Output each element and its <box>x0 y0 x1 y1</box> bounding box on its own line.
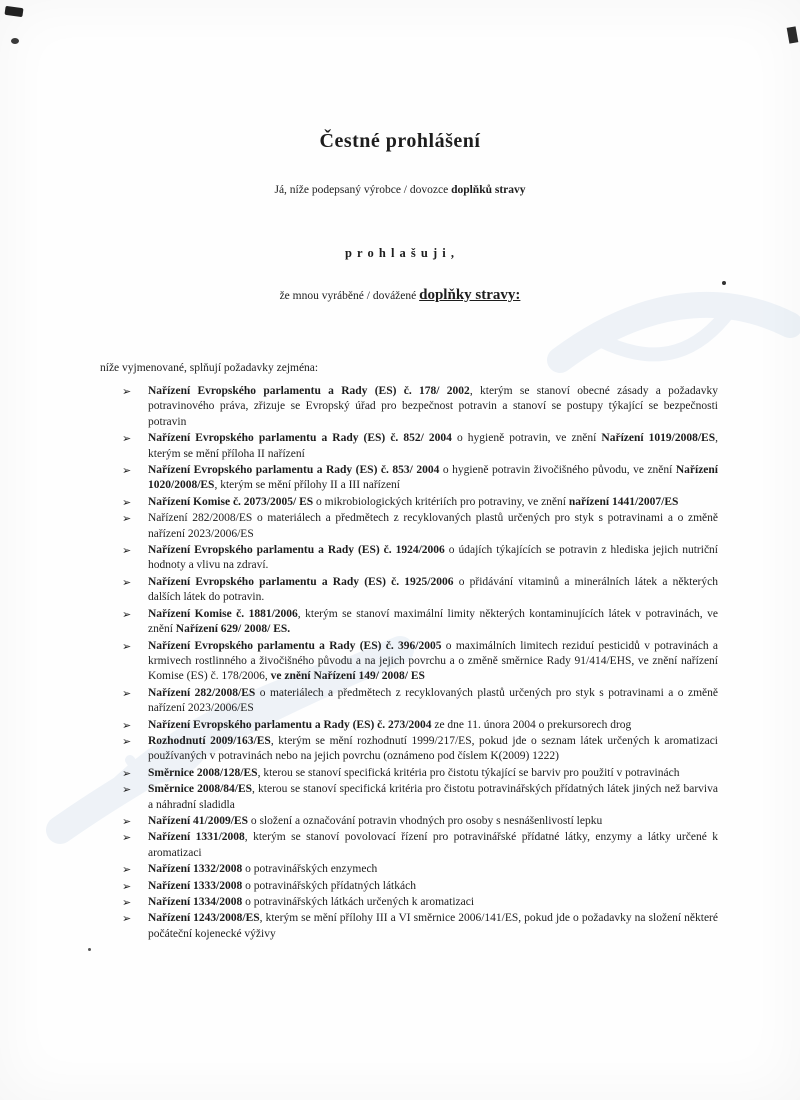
subject-line <box>0 287 800 304</box>
regulation-text: Nařízení Komise č. 1881/2006, kterým se stanoví maximální limity některých kontaminujících látek v potravinách, ve znění Nařízení 629/ 2008/ ES. <box>148 607 718 636</box>
list-item <box>120 862 718 877</box>
regulation-text: Nařízení Evropského parlamentu a Rady (ES) č. 273/2004 ze dne 11. února 2004 o prekursorech drog <box>148 718 632 731</box>
scan-artifact <box>4 6 23 17</box>
list-item <box>120 511 718 542</box>
regulation-text: Nařízení 1333/2008 o potravinářských přídatných látkách <box>148 879 416 892</box>
arrow-bullet-icon: ➢ <box>122 432 132 446</box>
arrow-bullet-icon: ➢ <box>122 718 132 732</box>
list-item <box>120 686 718 717</box>
scan-artifact <box>787 26 799 43</box>
scan-artifact <box>722 281 726 285</box>
declaration-word: p r o h l a š u j i , <box>344 246 456 260</box>
arrow-bullet-icon: ➢ <box>122 686 132 700</box>
arrow-bullet-icon: ➢ <box>122 831 132 845</box>
regulation-text: Směrnice 2008/84/ES, kterou se stanoví specifická kritéria pro čistotu potravinářských přídatných látek jiných než barviva a náhradní sladidla <box>148 783 718 811</box>
list-item <box>120 495 718 510</box>
regulation-text: Nařízení 1243/2008/ES, kterým se mění přílohy III a VI směrnice 2006/141/ES, pokud jde o požadavky na složení některé počáteční kojenecké výživy <box>148 912 718 940</box>
regulation-text: Nařízení Evropského parlamentu a Rady (ES) č. 396/2005 o maximálních limitech reziduí pesticidů v potravinách a krmivech rostlinného a živočišného původu a na jejich povrchu a o změně směrnice Rady 91/414/EHS, ve znění nařízení Komise (ES) č. 178/2006, ve znění Nařízení 149/ 2008/ ES <box>148 639 718 683</box>
arrow-bullet-icon: ➢ <box>122 385 132 398</box>
regulation-text: Nařízení Evropského parlamentu a Rady (ES) č. 1925/2006 o přidávání vitaminů a minerálních látek a některých dalších látek do potravin. <box>148 575 718 604</box>
regulation-text: Nařízení 282/2008/ES o materiálech a předmětech z recyklovaných plastů určených pro styk s potravinami a o změně nařízení 2023/2006/ES <box>148 512 718 540</box>
arrow-bullet-icon: ➢ <box>122 896 132 909</box>
list-item <box>120 911 718 942</box>
arrow-bullet-icon: ➢ <box>122 863 132 877</box>
arrow-bullet-icon: ➢ <box>122 464 132 478</box>
regulation-text: Nařízení 41/2009/ES o složení a označování potravin vhodných pro osoby s nesnášenlivostí lepku <box>148 814 603 827</box>
arrow-bullet-icon: ➢ <box>122 512 132 526</box>
list-item <box>120 830 718 861</box>
arrow-bullet-icon: ➢ <box>122 495 132 509</box>
arrow-bullet-icon: ➢ <box>122 879 132 893</box>
list-item <box>120 431 718 462</box>
list-item <box>120 607 718 638</box>
regulations-list <box>120 384 718 942</box>
intro-bold-text: doplňků stravy <box>451 184 526 196</box>
regulation-text: Nařízení Evropského parlamentu a Rady (ES) č. 1924/2006 o údajích týkajících se potravin z hlediska jejich nutriční hodnoty a vlivu na zdraví. <box>148 544 718 572</box>
list-item <box>120 384 718 430</box>
list-intro: níže vyjmenované, splňují požadavky zejména: <box>100 362 319 374</box>
list-item <box>120 734 718 765</box>
arrow-bullet-icon: ➢ <box>122 766 132 780</box>
list-item <box>120 463 718 494</box>
regulation-text: Nařízení Evropského parlamentu a Rady (ES) č. 853/ 2004 o hygieně potravin živočišného původu, ve znění Nařízení 1020/2008/ES, kterým se mění přílohy II a III nařízení <box>148 464 718 492</box>
regulation-text: Nařízení 1332/2008 o potravinářských enzymech <box>148 863 378 876</box>
regulation-text: Nařízení 1331/2008, kterým se stanoví povolovací řízení pro potravinářské přídatné látky, enzymy a látky určené k aromatizaci <box>148 831 719 859</box>
arrow-bullet-icon: ➢ <box>122 912 132 926</box>
arrow-bullet-icon: ➢ <box>122 575 132 589</box>
regulation-text: Nařízení 282/2008/ES o materiálech a předmětech z recyklovaných plastů určených pro styk s potravinami a o změně nařízení 2023/2006/ES <box>148 686 718 715</box>
regulation-text: Nařízení Evropského parlamentu a Rady (ES) č. 852/ 2004 o hygieně potravin, ve znění Nařízení 1019/2008/ES, kterým se mění příloha II nařízení <box>148 432 718 460</box>
document-title: Čestné prohlášení <box>319 130 481 152</box>
list-item <box>120 718 718 733</box>
list-item <box>120 575 718 606</box>
list-item <box>120 814 718 829</box>
arrow-bullet-icon: ➢ <box>122 734 132 748</box>
arrow-bullet-icon: ➢ <box>122 639 132 653</box>
arrow-bullet-icon: ➢ <box>122 783 132 797</box>
arrow-bullet-icon: ➢ <box>122 814 132 828</box>
arrow-bullet-icon: ➢ <box>122 607 132 621</box>
list-item <box>120 766 718 781</box>
scan-artifact <box>11 38 19 44</box>
list-item <box>120 895 718 910</box>
subject-bold-text: doplňky stravy: <box>419 287 521 303</box>
list-item <box>120 543 718 574</box>
scan-artifact <box>88 948 91 951</box>
regulation-text: Nařízení Komise č. 2073/2005/ ES o mikrobiologických kritériích pro potraviny, ve znění nařízení 1441/2007/ES <box>148 495 679 508</box>
list-item <box>120 782 718 813</box>
subject-text: že mnou vyráběné / dovážené <box>279 290 420 302</box>
list-item <box>120 639 718 685</box>
list-item <box>120 879 718 894</box>
intro-line <box>0 184 800 196</box>
regulation-text: Nařízení 1334/2008 o potravinářských látkách určených k aromatizaci <box>148 896 475 908</box>
arrow-bullet-icon: ➢ <box>122 544 132 558</box>
regulation-text: Nařízení Evropského parlamentu a Rady (ES) č. 178/ 2002, kterým se stanoví obecné zásady a požadavky potravinového práva, zřizuje se Evropský úřad pro bezpečnost potravin a stanoví se postupy týkající se bezpečnosti potravin <box>148 385 718 428</box>
intro-text: Já, níže podepsaný výrobce / dovozce <box>274 184 452 196</box>
regulation-text: Směrnice 2008/128/ES, kterou se stanoví specifická kritéria pro čistotu týkající se barviv pro použití v potravinách <box>148 766 680 779</box>
regulation-text: Rozhodnutí 2009/163/ES, kterým se mění rozhodnutí 1999/217/ES, pokud jde o seznam látek určených k aromatizaci používaných v potravinách nebo na jejich povrchu (oznámeno pod číslem K(2009) 1222) <box>148 734 719 763</box>
